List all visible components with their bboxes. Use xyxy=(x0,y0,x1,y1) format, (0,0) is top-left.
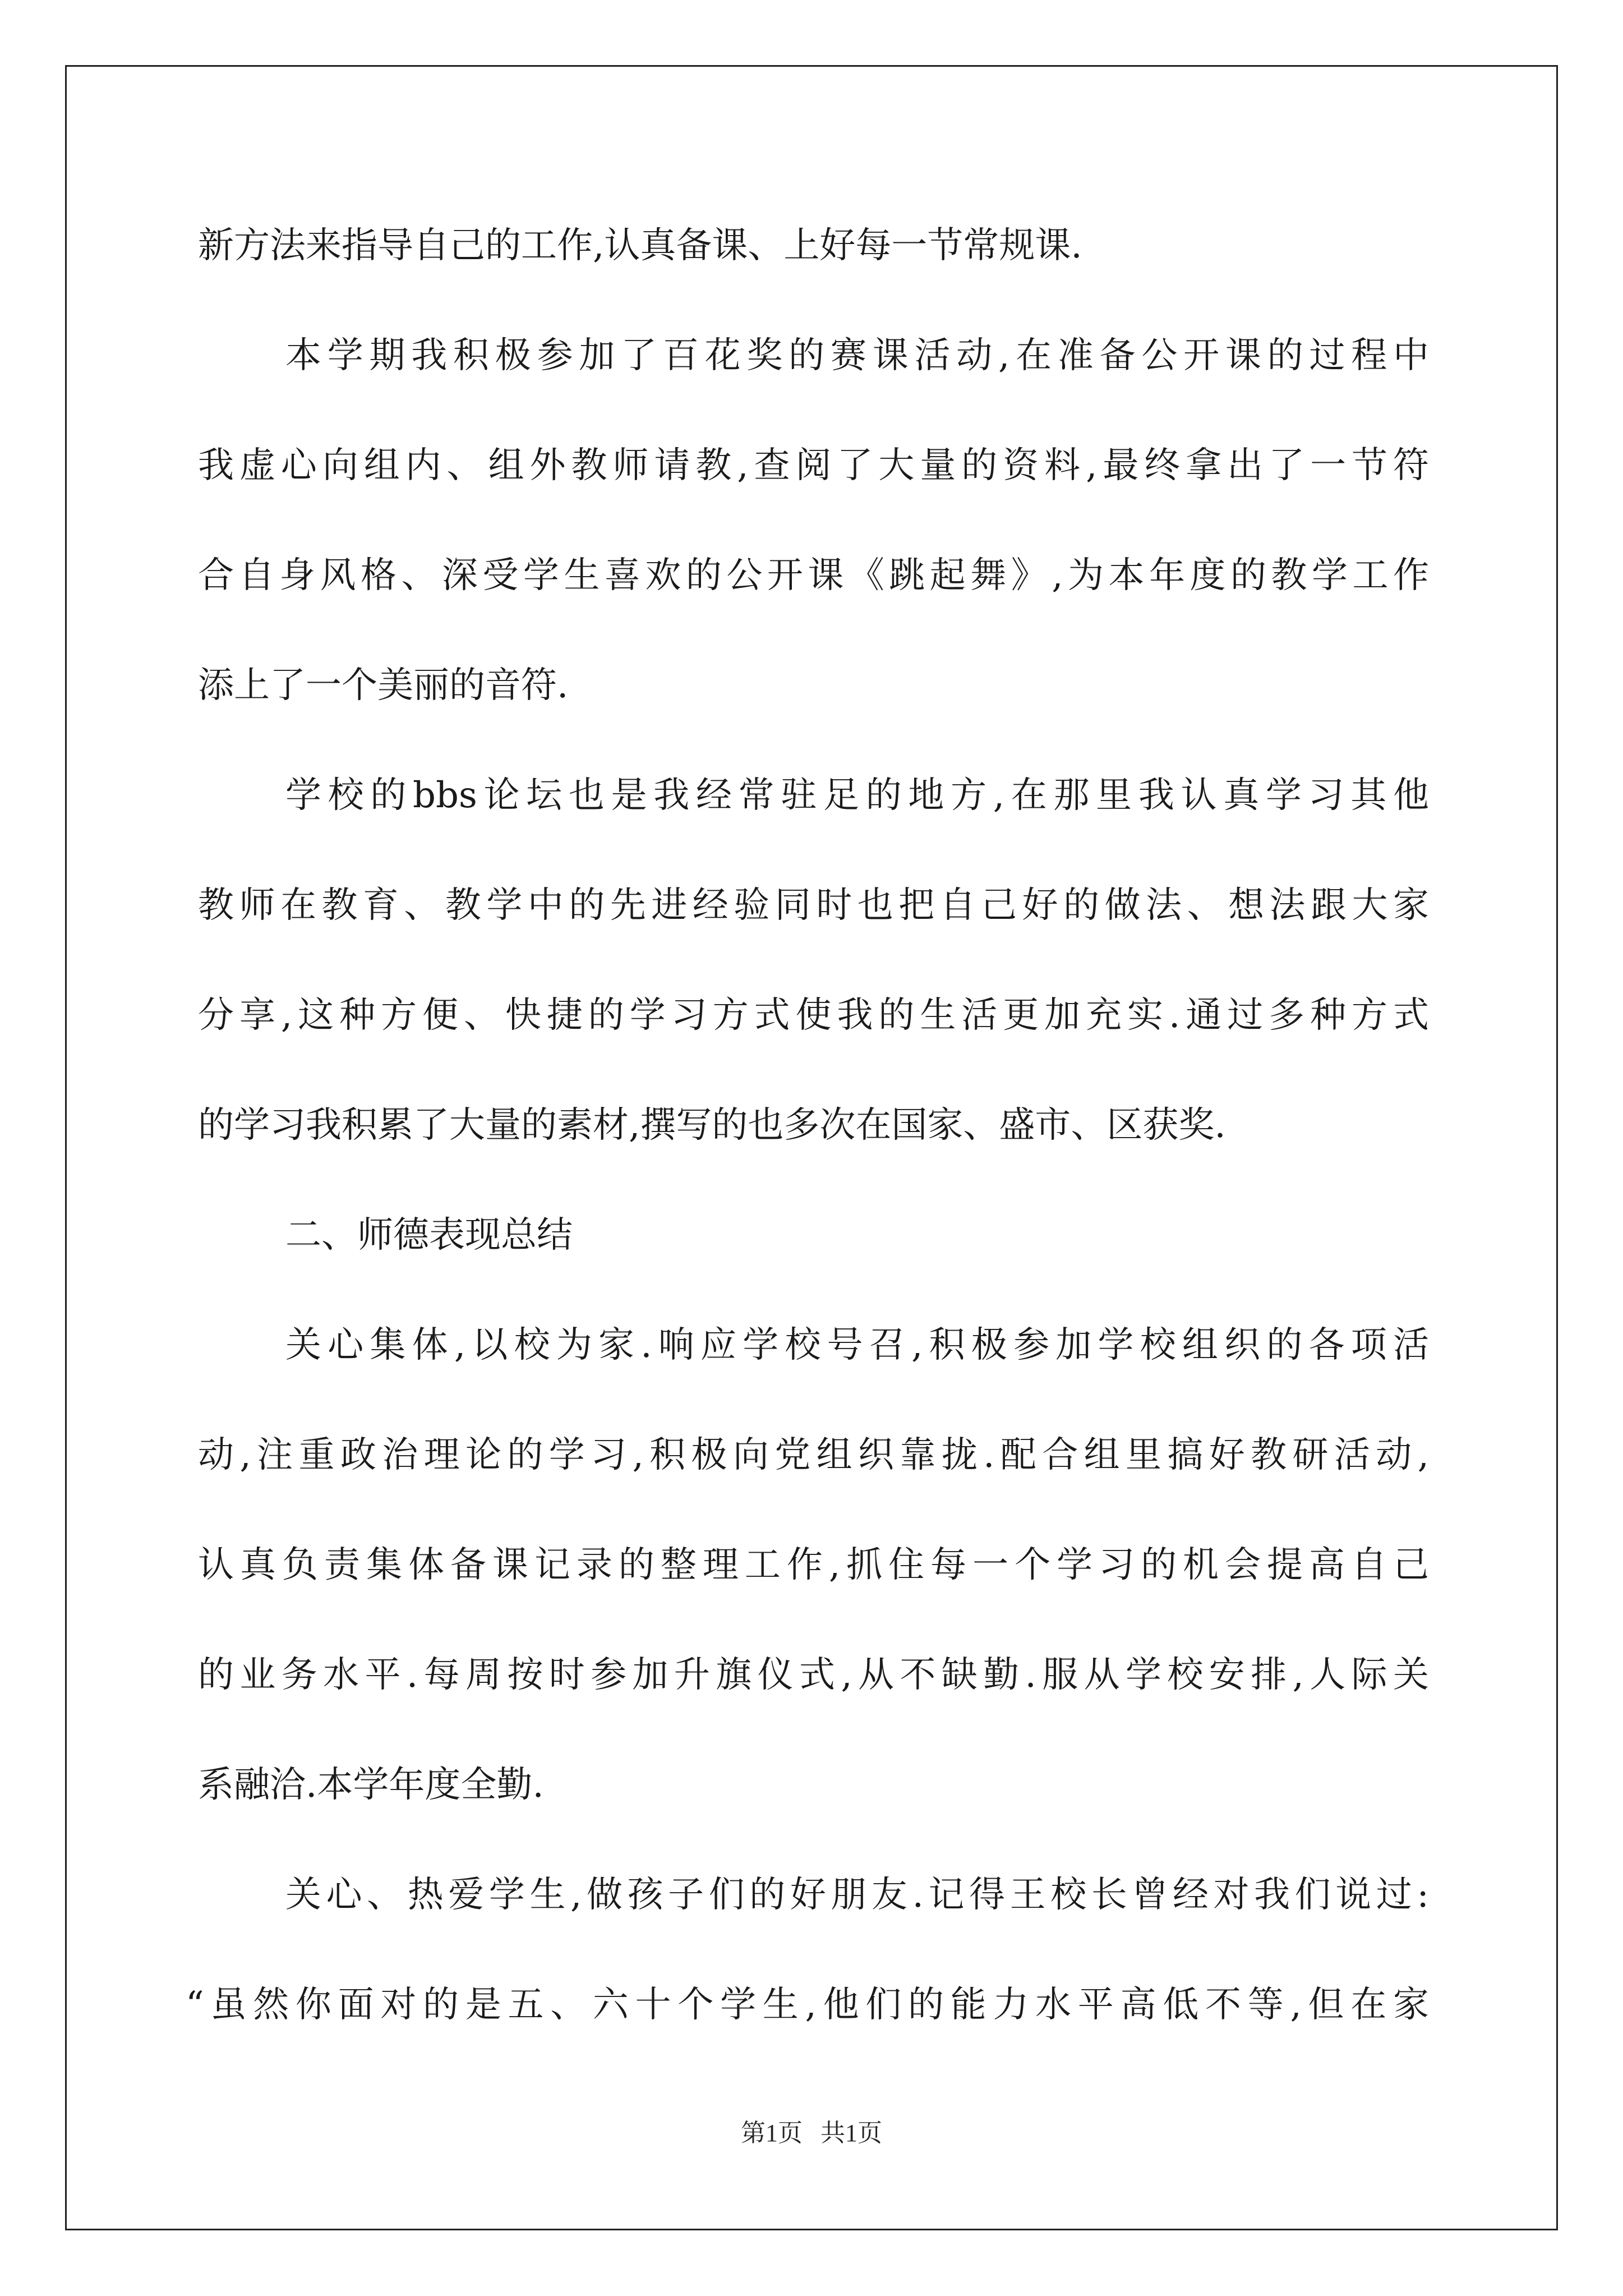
paragraph-line: 合自身风格、深受学生喜欢的公开课《跳起舞》,为本年度的教学工作 xyxy=(198,555,1429,596)
page-number: 第1页 xyxy=(741,2119,803,2147)
paragraph-line: 教师在教育、教学中的先进经验同时也把自己好的做法、想法跟大家 xyxy=(198,885,1429,926)
paragraph-line: 的业务水平.每周按时参加升旗仪式,从不缺勤.服从学校安排,人际关 xyxy=(198,1654,1429,1696)
section-heading: 二、师德表现总结 xyxy=(285,1214,573,1256)
paragraph-line: 本学期我积极参加了百花奖的赛课活动,在准备公开课的过程中 xyxy=(285,335,1429,376)
paragraph-line: 动,注重政治理论的学习,积极向党组织靠拢.配合组里搞好教研活动, xyxy=(198,1434,1429,1476)
paragraph-line: 的学习我积累了大量的素材,撰写的也多次在国家、盛市、区获奖. xyxy=(198,1105,1226,1146)
page-total: 共1页 xyxy=(820,2119,882,2147)
paragraph-line: 学校的bbs论坛也是我经常驻足的地方,在那里我认真学习其他 xyxy=(285,775,1429,816)
paragraph-line: 关心集体,以校为家.响应学校号召,积极参加学校组织的各项活 xyxy=(285,1324,1429,1366)
paragraph-line: “虽然你面对的是五、六十个学生,他们的能力水平高低不等,但在家 xyxy=(186,1984,1429,2026)
page-footer xyxy=(0,2113,1623,2148)
paragraph-line: 分享,这种方便、快捷的学习方式使我的生活更加充实.通过多种方式 xyxy=(198,995,1429,1036)
paragraph-line: 认真负责集体备课记录的整理工作,抓住每一个学习的机会提高自己 xyxy=(198,1544,1429,1586)
paragraph-line: 系融洽.本学年度全勤. xyxy=(198,1764,544,1806)
paragraph-line: 我虚心向组内、组外教师请教,查阅了大量的资料,最终拿出了一节符 xyxy=(198,445,1429,486)
paragraph-line: 新方法来指导自己的工作,认真备课、上好每一节常规课. xyxy=(198,225,1082,266)
paragraph-line: 添上了一个美丽的音符. xyxy=(198,665,569,706)
paragraph-line: 关心、热爱学生,做孩子们的好朋友.记得王校长曾经对我们说过: xyxy=(285,1874,1429,1916)
document-body xyxy=(186,215,1429,2084)
